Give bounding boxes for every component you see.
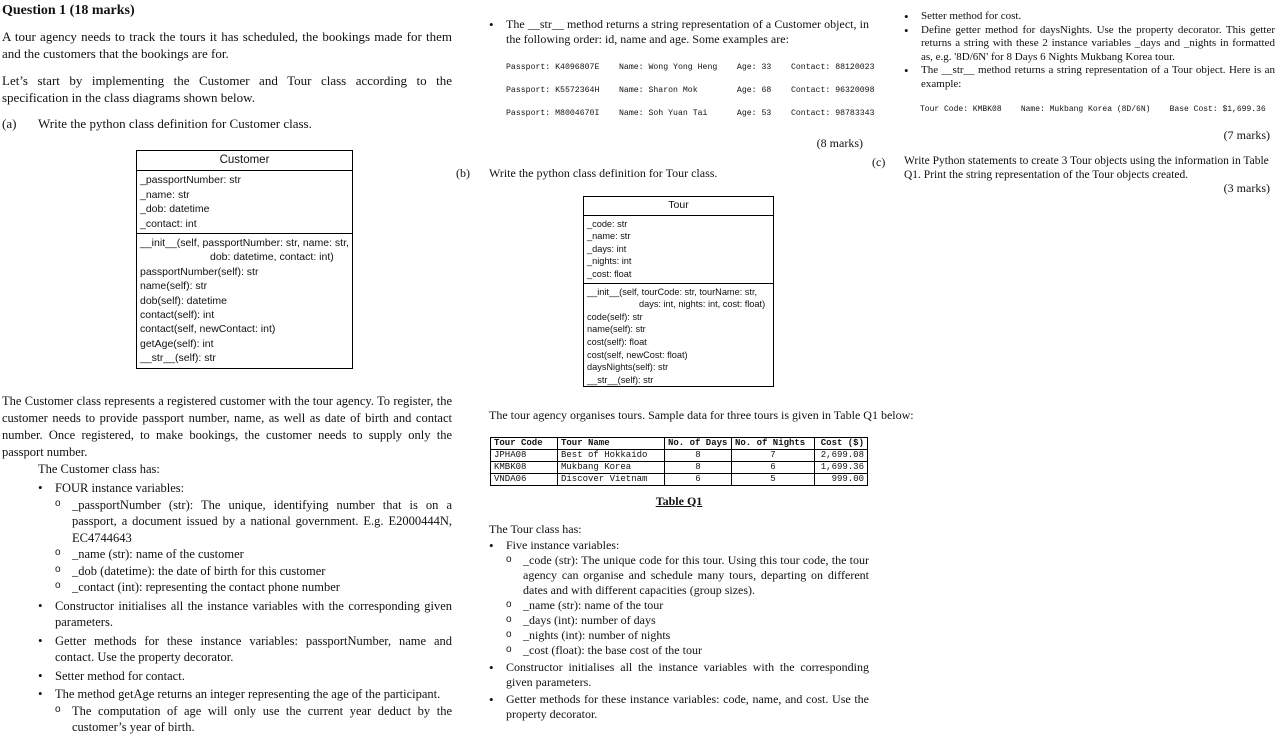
uml-method: __init__(self, tourCode: str, tourName: str,	[587, 286, 758, 297]
tour-variables-sublist	[489, 553, 869, 658]
list-item: o _name (str): name of the customer	[55, 546, 452, 563]
table-cell: 1,699.36	[815, 462, 868, 474]
part-c-question: Write Python statements to create 3 Tour objects using the information in Table Q1. Print the string representation of the Tour objects created.	[904, 155, 1269, 181]
list-item: • The __str__ method returns a string representation of a Tour object. Here is an example:	[904, 64, 1275, 91]
uml-method: daysNights(self): str	[587, 362, 669, 373]
table-cell: KMBK08	[491, 462, 558, 474]
uml-method: dob(self): datetime	[140, 294, 227, 307]
tour-has-heading: The Tour class has:	[489, 522, 582, 536]
table-caption: Table Q1	[655, 494, 703, 508]
list-item: o The computation of age will only use the current year deduct by the customer’s year of birth.	[55, 703, 452, 736]
uml-method: contact(self): int	[140, 309, 215, 322]
table-header-cell: Tour Code	[491, 438, 558, 450]
intro-paragraph-2: Let’s start by implementing the Customer and Tour class according to the specification in the class diagrams shown below.	[2, 73, 452, 105]
customer-example-2: Passport: K5572364H Name: Sharon Mok Age: 68 Contact: 96320098	[506, 86, 875, 95]
marks-part-b: (7 marks)	[1223, 128, 1270, 142]
uml-method: __str__(self): str	[140, 352, 216, 365]
uml-attribute: _days: int	[587, 243, 627, 254]
customer-example-3: Passport: M8004670I Name: Soh Yuan Tai Age: 53 Contact: 98783343	[506, 109, 875, 118]
list-item: • The method getAge returns an integer representing the age of the participant.	[38, 686, 452, 703]
tour-class-title: Tour	[584, 197, 773, 216]
uml-attribute: _nights: int	[587, 256, 632, 267]
list-item: • Constructor initialises all the instance variables with the corresponding given parameters.	[489, 660, 869, 690]
table-cell: 8	[665, 462, 732, 474]
table-cell: 8	[665, 450, 732, 462]
table-header-cell: No. of Nights	[732, 438, 815, 450]
part-c-label: (c)	[872, 155, 886, 169]
tour-attributes	[584, 216, 773, 283]
table-header-row	[491, 438, 868, 450]
table-cell: Discover Vietnam	[558, 474, 665, 486]
uml-attribute: _dob: datetime	[140, 203, 210, 216]
uml-method: contact(self, newContact: int)	[140, 323, 276, 336]
customer-has-heading: The Customer class has:	[38, 462, 160, 476]
table-intro: The tour agency organises tours. Sample data for three tours is given in Table Q1 below:	[489, 408, 914, 422]
table-header-cell: Tour Name	[558, 438, 665, 450]
uml-method: name(self): str	[140, 280, 208, 293]
tour-class-diagram	[583, 196, 774, 387]
customer-variables-sublist	[38, 497, 452, 596]
uml-method: cost(self, newCost: float)	[587, 349, 688, 360]
list-item: o _days (int): number of days	[506, 613, 869, 628]
table-cell: Mukbang Korea	[558, 462, 665, 474]
list-item: • The __str__ method returns a string representation of a Customer object, in the following order: id, name and age. Some examples are:	[489, 17, 869, 47]
intro-paragraph-1: A tour agency needs to track the tours it has scheduled, the bookings made for them and the customers that the bookings are for.	[2, 29, 452, 61]
table-cell: 999.00	[815, 474, 868, 486]
marks-part-c: (3 marks)	[1223, 181, 1270, 195]
uml-method: passportNumber(self): str	[140, 265, 259, 278]
table-cell: VNDA06	[491, 474, 558, 486]
customer-methods	[137, 233, 352, 368]
part-b-label: (b)	[456, 166, 470, 180]
list-item: o _name (str): name of the tour	[506, 598, 869, 613]
customer-class-diagram	[136, 150, 353, 369]
uml-attribute: _name: str	[587, 231, 631, 242]
customer-str-spec	[489, 17, 869, 47]
list-item: o _passportNumber (str): The unique, identifying number that is on a passport, a document issued by a national government. E.g. E2000444N, EC4744643	[55, 497, 452, 547]
uml-method: __init__(self, passportNumber: str, name: str,	[140, 237, 349, 250]
table-cell: 6	[665, 474, 732, 486]
uml-attribute: _contact: int	[140, 217, 197, 230]
table-header-cell: No. of Days	[665, 438, 732, 450]
uml-method: dob: datetime, contact: int)	[210, 251, 334, 264]
table-cell: 7	[732, 450, 815, 462]
tour-methods	[584, 283, 773, 389]
tour-str-example: Tour Code: KMBK08 Name: Mukbang Korea (8D/6N) Base Cost: $1,699.36	[920, 105, 1266, 114]
marks-part-a: (8 marks)	[816, 136, 863, 150]
list-item: o _cost (float): the base cost of the tour	[506, 643, 869, 658]
list-item: • Setter method for cost.	[904, 10, 1275, 24]
list-item: o _nights (int): number of nights	[506, 628, 869, 643]
customer-attributes	[137, 171, 352, 233]
age-sublist	[38, 703, 452, 736]
table-cell: 5	[732, 474, 815, 486]
table-row	[491, 462, 868, 474]
list-item: • Setter method for contact.	[38, 668, 452, 685]
uml-method: cost(self): float	[587, 336, 647, 347]
uml-method: getAge(self): int	[140, 337, 214, 350]
table-header-cell: Cost ($)	[815, 438, 868, 450]
table-cell: 6	[732, 462, 815, 474]
list-item: o _code (str): The unique code for this tour. Using this tour code, the tour agency can organise and schedule many tours, departing on different dates and with different capacities (group sizes).	[506, 553, 869, 598]
customer-spec-list	[38, 480, 452, 736]
part-a-label: (a)	[2, 116, 17, 131]
list-item: • Define getter method for daysNights. Use the property decorator. This getter returns a string with these 2 instance variables _days and _nights in formatted as, e.g. '8D/6N' for 8 Days 6 Nights Mukbang Korea tour.	[904, 24, 1275, 65]
list-item: • Five instance variables:	[489, 538, 869, 553]
question-title: Question 1 (18 marks)	[2, 3, 135, 18]
table-row	[491, 450, 868, 462]
uml-attribute: _passportNumber: str	[140, 174, 241, 187]
uml-method: code(self): str	[587, 311, 643, 322]
table-cell: 2,699.08	[815, 450, 868, 462]
list-item: • Getter methods for these instance variables: passportNumber, name and contact. Use the property decorator.	[38, 633, 452, 666]
part-b-question: Write the python class definition for Tour class.	[489, 166, 718, 180]
uml-attribute: _name: str	[140, 188, 190, 201]
uml-method: name(self): str	[587, 324, 646, 335]
customer-description: The Customer class represents a registered customer with the tour agency. To register, the customer needs to provide passport number, name, as well as date of birth and contact number. Once registered, to make bookings, the customer needs to supply only the passport number.	[2, 394, 452, 459]
table-row	[491, 474, 868, 486]
tour-data-table	[490, 437, 868, 486]
list-item: • Constructor initialises all the instance variables with the corresponding given parameters.	[38, 598, 452, 631]
uml-attribute: _code: str	[587, 218, 628, 229]
list-item: • Getter methods for these instance variables: code, name, and cost. Use the property decorator.	[489, 692, 869, 722]
customer-example-1: Passport: K4096807E Name: Wong Yong Heng Age: 33 Contact: 88120023	[506, 63, 875, 72]
uml-method: days: int, nights: int, cost: float)	[639, 299, 766, 310]
list-item: o _contact (int): representing the contact phone number	[55, 579, 452, 596]
list-item: o _dob (datetime): the date of birth for this customer	[55, 563, 452, 580]
tour-extra-spec-list	[904, 10, 1275, 91]
list-item: • FOUR instance variables:	[38, 480, 452, 497]
customer-class-title: Customer	[137, 151, 352, 171]
uml-attribute: _cost: float	[587, 268, 632, 279]
table-cell: Best of Hokkaido	[558, 450, 665, 462]
table-cell: JPHA08	[491, 450, 558, 462]
tour-spec-list	[489, 538, 869, 722]
uml-method: __str__(self): str	[587, 374, 654, 385]
part-a-question: Write the python class definition for Customer class.	[38, 116, 312, 131]
